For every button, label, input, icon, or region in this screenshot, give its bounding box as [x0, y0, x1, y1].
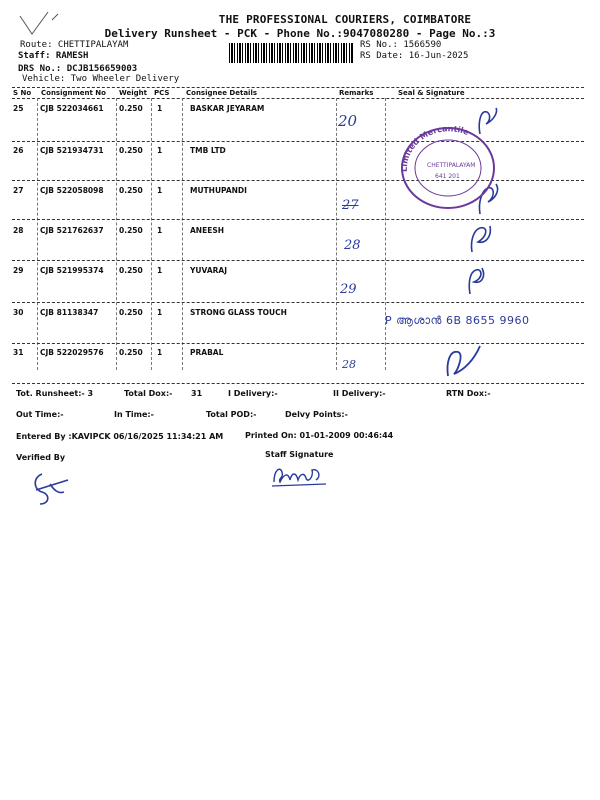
total-dox-value: 31	[191, 389, 203, 398]
handwritten-remark: 29	[340, 282, 357, 297]
printed-on: Printed On: 01-01-2009 00:46:44	[245, 431, 394, 440]
col-sno: S No	[13, 89, 32, 97]
row-consignee: ANEESH	[190, 226, 225, 235]
verifier-signature-icon	[28, 470, 78, 506]
company-title: THE PROFESSIONAL COURIERS, COIMBATORE	[218, 13, 472, 26]
col-consignee: Consignee Details	[186, 89, 258, 97]
row-consignee: MUTHUPANDI	[190, 186, 247, 195]
staff-label: Staff: RAMESH	[18, 51, 89, 61]
total-pod: Total POD:-	[206, 410, 257, 419]
handwritten-remark: 20	[338, 112, 358, 130]
row-sno: 27	[13, 186, 24, 195]
row-consignee: STRONG GLASS TOUCH	[190, 308, 287, 317]
staff-signature-icon	[270, 462, 330, 488]
row-consignment: CJB 521995374	[40, 266, 104, 275]
row-pcs: 1	[157, 146, 163, 155]
signature-icon	[440, 340, 490, 380]
row-pcs: 1	[157, 348, 163, 357]
row-consignment: CJB 81138347	[40, 308, 99, 317]
row-sno: 29	[13, 266, 24, 275]
table-header-rule	[12, 98, 584, 99]
table-top-rule	[12, 87, 584, 88]
row-pcs: 1	[157, 266, 163, 275]
rs-date: RS Date: 16-Jun-2025	[360, 51, 469, 61]
ii-delivery: II Delivery:-	[333, 389, 386, 398]
row-consignment: CJB 521934731	[40, 146, 104, 155]
stamp-arc-text: Limited Mercantile	[399, 124, 471, 173]
handwritten-remark: 28	[344, 238, 361, 253]
row-pcs: 1	[157, 308, 163, 317]
row-sno: 30	[13, 308, 24, 317]
col-divider	[116, 98, 117, 370]
row-sno: 28	[13, 226, 24, 235]
row-rule	[12, 343, 584, 344]
row-consignment: CJB 521762637	[40, 226, 104, 235]
col-consignment: Consignment No	[41, 89, 106, 97]
rtn-dox: RTN Dox:-	[446, 389, 491, 398]
delvy-points: Delvy Points:-	[285, 410, 348, 419]
stamp-place: CHETTIPALAYAM	[427, 162, 476, 169]
in-time: In Time:-	[114, 410, 154, 419]
row-pcs: 1	[157, 186, 163, 195]
row-consignment: CJB 522029576	[40, 348, 104, 357]
row-rule	[12, 302, 584, 303]
row-consignee: PRABAL	[190, 348, 224, 357]
row-consignee: YUVARAJ	[190, 266, 227, 275]
row-weight: 0.250	[119, 226, 143, 235]
signature-icon	[462, 222, 502, 256]
total-dox-label: Total Dox:-	[124, 389, 173, 398]
col-divider	[182, 98, 183, 370]
rs-number: RS No.: 1566590	[360, 40, 442, 50]
row-pcs: 1	[157, 226, 163, 235]
col-divider	[151, 98, 152, 370]
row-weight: 0.250	[119, 186, 143, 195]
handwritten-note: P ആശാൻ 6B 8655 9960	[385, 314, 530, 327]
route-label: Route: CHETTIPALAYAM	[20, 40, 129, 50]
row-consignment: CJB 522034661	[40, 104, 104, 113]
row-weight: 0.250	[119, 104, 143, 113]
col-pcs: PCS	[154, 89, 170, 97]
col-remarks: Remarks	[339, 89, 374, 97]
handwritten-remark: 28	[342, 358, 356, 371]
col-divider	[336, 98, 337, 370]
row-sno: 26	[13, 146, 24, 155]
out-time: Out Time:-	[16, 410, 64, 419]
company-stamp-icon	[393, 122, 503, 212]
stamp-pin: 641 201	[435, 173, 460, 180]
drs-number: DRS No.: DCJB156659003	[18, 64, 138, 74]
col-weight: Weight	[119, 89, 147, 97]
row-sno: 25	[13, 104, 24, 113]
barcode	[229, 43, 354, 63]
entered-by: Entered By :KAVIPCK 06/16/2025 11:34:21 AM	[16, 432, 224, 441]
row-weight: 0.250	[119, 308, 143, 317]
row-weight: 0.250	[119, 266, 143, 275]
i-delivery: I Delivery:-	[228, 389, 278, 398]
staff-signature-label: Staff Signature	[265, 450, 334, 459]
row-rule	[12, 260, 584, 261]
row-rule	[12, 219, 584, 220]
table-bottom-rule	[12, 383, 584, 384]
runsheet-subtitle: Delivery Runsheet - PCK - Phone No.:9047080280 - Page No.:3	[104, 27, 496, 40]
vehicle-label: Vehicle: Two Wheeler Delivery	[22, 74, 180, 84]
row-weight: 0.250	[119, 348, 143, 357]
row-consignee: BASKAR JEYARAM	[190, 104, 265, 113]
col-seal: Seal & Signature	[398, 89, 465, 97]
col-divider	[37, 98, 38, 370]
col-divider	[385, 98, 386, 370]
handwritten-remark: 27	[342, 198, 359, 213]
row-weight: 0.250	[119, 146, 143, 155]
signature-icon	[458, 264, 498, 298]
row-pcs: 1	[157, 104, 163, 113]
verified-by: Verified By	[16, 453, 66, 462]
row-consignment: CJB 522058098	[40, 186, 104, 195]
row-sno: 31	[13, 348, 24, 357]
tot-runsheet: Tot. Runsheet:- 3	[16, 389, 94, 398]
row-consignee: TMB LTD	[190, 146, 226, 155]
